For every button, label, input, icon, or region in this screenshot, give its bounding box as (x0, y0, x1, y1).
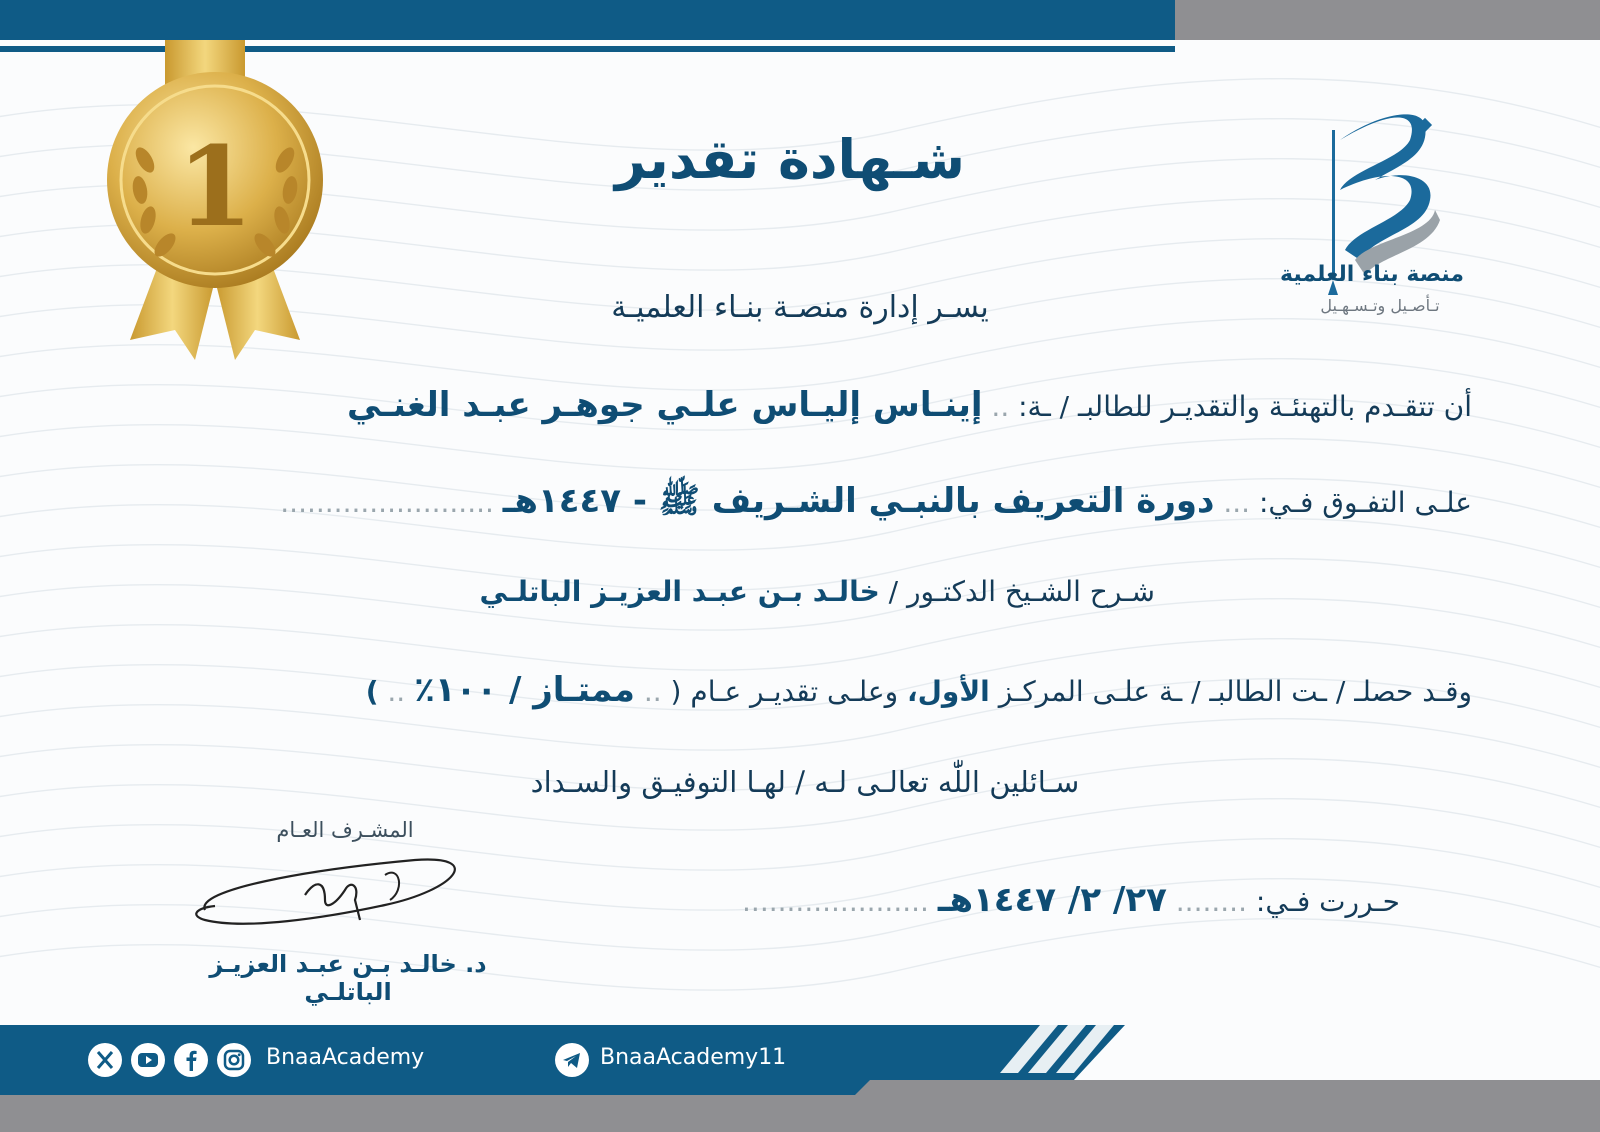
bnaa-logo-icon (1280, 70, 1470, 330)
course-line (280, 480, 1472, 529)
rank-line-mid: وعلـى تقديـر عـام ( (670, 675, 899, 708)
rank-line-end: ) (365, 675, 379, 708)
dots: ........................ (280, 486, 494, 519)
grade: ممتـاز / ١٠٠٪ (414, 670, 635, 710)
rank: الأول، (907, 675, 990, 708)
supervisor-label: المشـرف العـام (276, 818, 414, 842)
top-gray-band (1175, 0, 1600, 40)
closing-text: سـائلين اللّٰه تعالـى لـه / لهـا التوفيـق والسـداد (530, 765, 1080, 799)
dots: ... (1214, 486, 1251, 519)
logo-tagline: تـأصـيل وتـسـهـيل (1320, 296, 1440, 315)
youtube-icon[interactable] (131, 1043, 165, 1077)
course-name: دورة التعريف بالنبـي الشـريف ﷺ - ١٤٤٧هـ (502, 481, 1215, 521)
dots: .. (982, 390, 1010, 423)
teacher-line-prefix: شـرح الشـيخ الدكتـور / (888, 575, 1155, 608)
date-label: حـررت فـي: (1255, 885, 1400, 918)
telegram-icon[interactable] (555, 1043, 589, 1077)
logo-name: منصة بناء العلمية (1280, 262, 1464, 287)
telegram-handle[interactable]: BnaaAcademy11 (600, 1045, 787, 1070)
student-name: إينـاس إليـاس علـي جوهـر عبـد الغنـي (346, 385, 983, 425)
date-line (742, 880, 1400, 920)
gold-medal-icon (100, 40, 330, 370)
x-twitter-icon[interactable] (88, 1043, 122, 1077)
supervisor-name: د. خالـد بـن عبـد العزيـز الباتلـي (209, 950, 487, 1006)
rank-line-prefix: وقـد حصلـ / ـت الطالبـ / ـة علـى المركـز (998, 675, 1472, 708)
certificate-title: شـهادة تقدير (614, 128, 966, 191)
instagram-icon[interactable] (217, 1043, 251, 1077)
social-handle[interactable]: BnaaAcademy (266, 1045, 425, 1070)
medal-number: 1 (176, 122, 254, 251)
student-line-prefix: أن تتقـدم بالتهنئـة والتقديـر للطالبـ / ـة: (1018, 390, 1472, 423)
student-line (347, 385, 1472, 425)
dots: .. (643, 675, 662, 708)
signature-graphic (185, 850, 475, 950)
dots: .. (387, 675, 406, 708)
rank-line (366, 670, 1472, 710)
teacher-name: خالـد بـن عبـد العزيـز الباتلـي (479, 575, 880, 608)
course-line-prefix: علـى التفـوق فـي: (1259, 486, 1472, 519)
facebook-icon[interactable] (174, 1043, 208, 1077)
intro-text: يسـر إدارة منصـة بنـاء العلميـة (611, 290, 989, 325)
dots: ..................... (742, 885, 929, 918)
date-value: ٢٧/ ٢/ ١٤٤٧هـ (937, 880, 1167, 920)
teacher-line (480, 575, 1156, 608)
dots: ........ (1175, 885, 1247, 918)
top-blue-band (0, 0, 1175, 40)
